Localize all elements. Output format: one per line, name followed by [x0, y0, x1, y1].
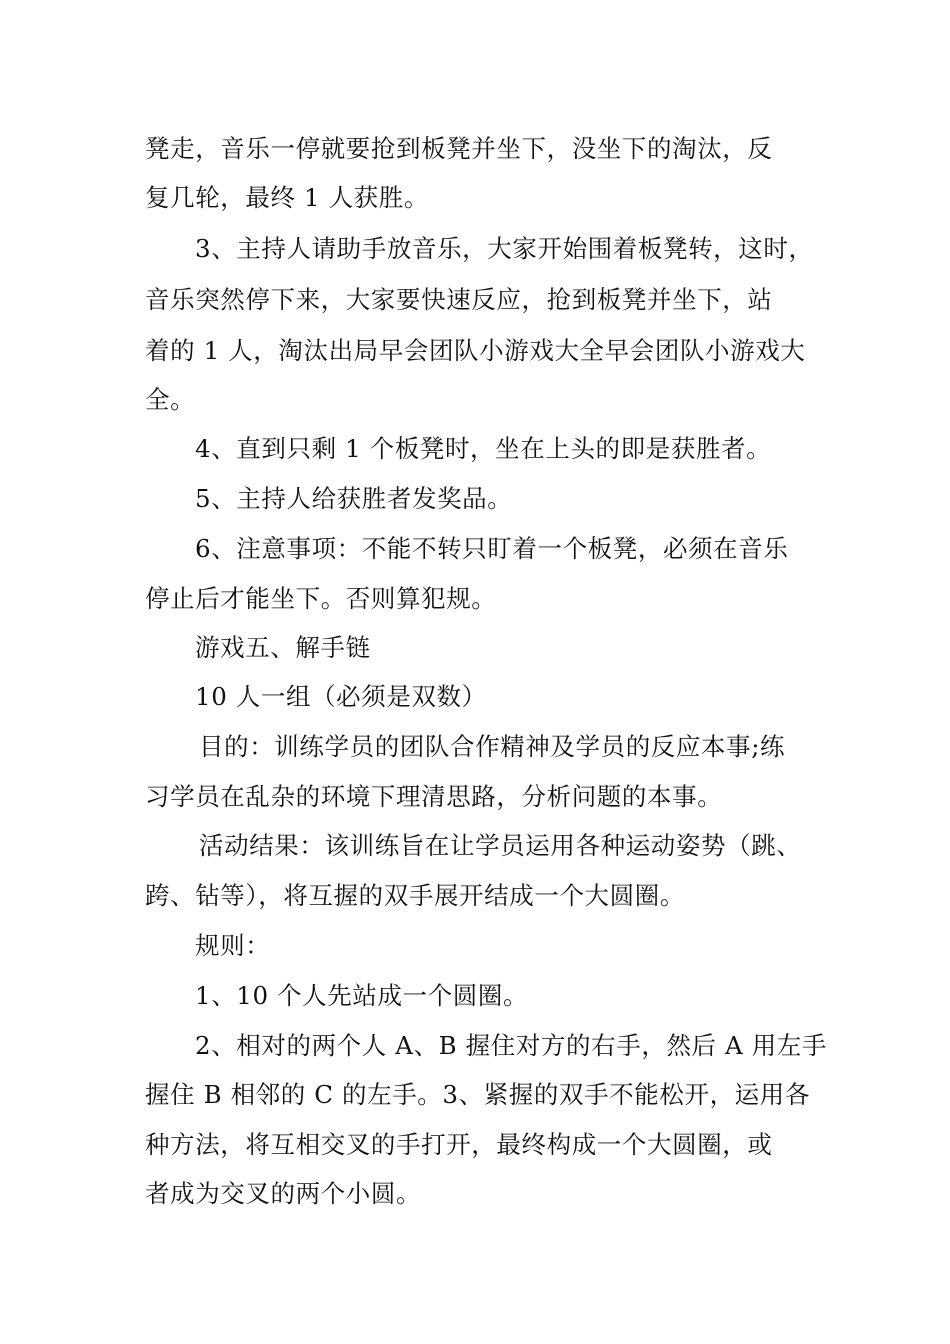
text-line: 种方法，将互相交叉的手打开，最终构成一个大圆圈，或: [145, 1130, 773, 1159]
section-heading: 游戏五、解手链: [195, 633, 371, 662]
text-line: 习学员在乱杂的环境下理清思路，分析问题的本事。: [145, 782, 723, 811]
text-line: 者成为交叉的两个小圆。: [145, 1179, 422, 1208]
text-line: 3、主持人请助手放音乐，大家开始围着板凳转，这时，: [195, 234, 814, 263]
text-line: 1、10 个人先站成一个圆圈。: [195, 981, 529, 1010]
text-line: 5、主持人给获胜者发奖品。: [195, 484, 513, 513]
text-line: 复几轮，最终 1 人获胜。: [145, 183, 429, 212]
text-line: 握住 B 相邻的 C 的左手。3、紧握的双手不能松开，运用各: [145, 1080, 810, 1109]
text-line: 活动结果：该训练旨在让学员运用各种运动姿势（跳、: [199, 831, 802, 860]
text-line: 2、相对的两个人 A、B 握住对方的右手，然后 A 用左手: [195, 1031, 828, 1060]
text-line: 10 人一组（必须是双数）: [195, 682, 487, 711]
text-line: 全。: [145, 385, 196, 414]
text-line: 跨、钻等），将互握的双手展开结成一个大圆圈。: [145, 881, 685, 910]
text-line: 6、注意事项：不能不转只盯着一个板凳，必须在音乐: [195, 534, 789, 563]
text-line: 目的：训练学员的团队合作精神及学员的反应本事;练: [199, 732, 786, 761]
text-line: 音乐突然停下来，大家要快速反应，抢到板凳并坐下，站: [145, 285, 773, 314]
text-line: 4、直到只剩 1 个板凳时，坐在上头的即是获胜者。: [195, 434, 772, 463]
text-line: 规则：: [195, 931, 271, 960]
text-line: 凳走，音乐一停就要抢到板凳并坐下，没坐下的淘汰，反: [145, 134, 773, 163]
text-line: 着的 1 人，淘汰出局早会团队小游戏大全早会团队小游戏大: [145, 336, 806, 365]
text-line: 停止后才能坐下。否则算犯规。: [145, 584, 497, 613]
